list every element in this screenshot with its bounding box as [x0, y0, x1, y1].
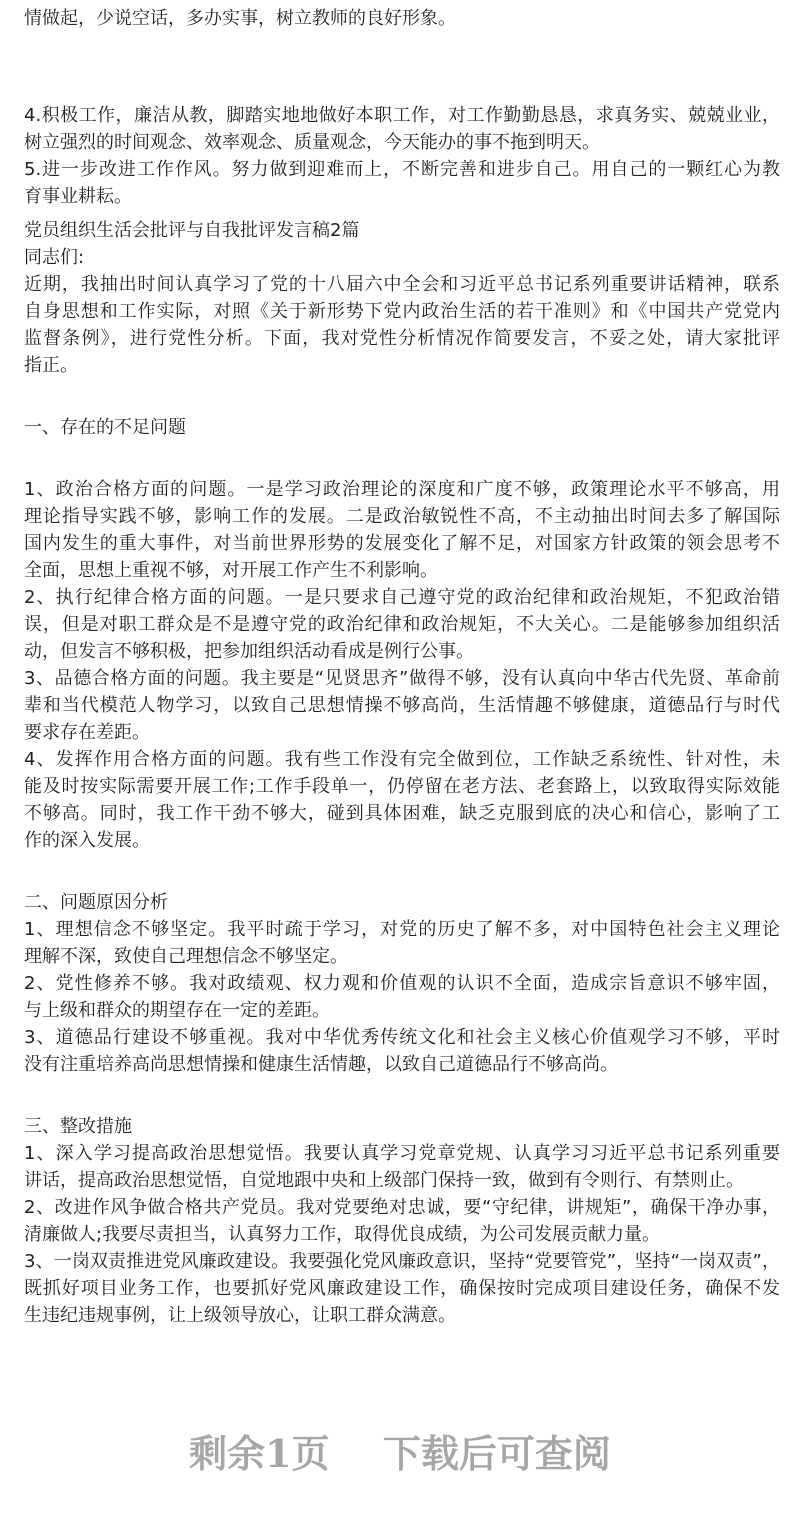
paragraph-line: 树立强烈的时间观念、效率观念、质量观念，今天能办的事不拖到明天。 — [24, 132, 600, 153]
paragraph-line: 5.进一步改进工作作风。努力做到迎难而上，不断完善和进步自己。用自己的一颗红心为教 — [24, 159, 780, 180]
paragraph-line: 3、道德品行建设不够重视。我对中华优秀传统文化和社会主义核心价值观学习不够，平时 — [24, 1027, 780, 1048]
paragraph-line: 误，但是对职工群众是不是遵守党的政治纪律和政治规矩，不大关心。二是能够参加组织活 — [24, 614, 780, 635]
paragraph-line: 既抓好项目业务工作，也要抓好党风廉政建设工作，确保按时完成项目建设任务，确保不发 — [24, 1278, 780, 1299]
paragraph-line: 2、改进作风争做合格共产党员。我对党要绝对忠诚，要“守纪律，讲规矩”，确保干净办事， — [24, 1197, 780, 1218]
paragraph-line: 育事业耕耘。 — [24, 186, 132, 207]
paragraph-line: 讲话，提高政治思想觉悟，自觉地跟中央和上级部门保持一致，做到有令则行、有禁则止。 — [24, 1170, 744, 1191]
section-heading: 一、存在的不足问题 — [24, 417, 186, 438]
paragraph-line: 4、发挥作用合格方面的问题。我有些工作没有完全做到位，工作缺乏系统性、针对性，未 — [24, 749, 780, 770]
paragraph-line: 1、理想信念不够坚定。我平时疏于学习，对党的历史了解不多，对中国特色社会主义理论 — [24, 919, 780, 940]
paragraph-line: 2、执行纪律合格方面的问题。一是只要求自己遵守党的政治纪律和政治规矩，不犯政治错 — [24, 587, 780, 608]
spacer — [24, 74, 780, 81]
paragraph-line: 不够高。同时，我工作干劲不够大，碰到具体困难，缺乏克服到底的决心和信心，影响了工 — [24, 803, 780, 824]
paragraph-line: 理解不深，致使自己理想信念不够坚定。 — [24, 946, 348, 967]
spacer — [24, 67, 780, 74]
paragraph-line: 能及时按实际需要开展工作;工作手段单一，仍停留在老方法、老套路上，以致取得实际效能 — [24, 776, 780, 797]
spacer — [24, 95, 780, 102]
spacer — [24, 854, 780, 889]
document-body — [24, 0, 780, 1329]
download-to-view-label[interactable]: 下载后可查阅 — [382, 1431, 611, 1476]
paragraph-line: 要求存在差距。 — [24, 722, 150, 743]
paragraph-line: 1、政治合格方面的问题。一是学习政治理论的深度和广度不够，政策理论水平不够高，用 — [24, 479, 780, 500]
spacer — [24, 88, 780, 95]
paragraph-line: 辈和当代模范人物学习，以致自己思想情操不够高尚，生活情趣不够健康，道德品行与时代 — [24, 695, 780, 716]
spacer — [24, 379, 780, 414]
paragraph-line: 与上级和群众的期望存在一定的差距。 — [24, 1000, 330, 1021]
section-title: 党员组织生活会批评与自我批评发言稿2篇 — [24, 220, 360, 241]
paragraph-line: 1、深入学习提高政治思想觉悟。我要认真学习党章党规、认真学习习近平总书记系列重要 — [24, 1143, 780, 1164]
paragraph-line: 3、一岗双责推进党风廉政建设。我要强化党风廉政意识，坚持“党要管党”，坚持“一岗双责”， — [24, 1251, 780, 1272]
paragraph-line: 理论指导实践不够，影响工作的发展。二是政治敏锐性不高，不主动抽出时间去多了解国际 — [24, 506, 780, 527]
remaining-pages-label: 剩余1页 — [189, 1431, 330, 1476]
paragraph-line: 自身思想和工作实际，对照《关于新形势下党内政治生活的若干准则》和《中国共产党党内 — [24, 301, 780, 322]
spacer — [24, 441, 780, 476]
spacer — [24, 210, 780, 217]
spacer — [24, 32, 780, 67]
paragraph-line: 情做起，少说空话，多办实事，树立教师的良好形象。 — [24, 8, 456, 29]
spacer — [24, 81, 780, 88]
paragraph-line: 作的深入发展。 — [24, 830, 150, 851]
paragraph-line: 2、党性修养不够。我对政绩观、权力观和价值观的认识不全面，造成宗旨意识不够牢固， — [24, 973, 780, 994]
paragraph-line: 监督条例》，进行党性分析。下面，我对党性分析情况作简要发言，不妥之处，请大家批评 — [24, 328, 780, 349]
spacer — [24, 1078, 780, 1113]
paragraph-line: 动，但发言不够积极，把参加组织活动看成是例行公事。 — [24, 641, 474, 662]
section-heading: 三、整改措施 — [24, 1116, 132, 1137]
section-heading: 二、问题原因分析 — [24, 892, 168, 913]
paragraph-line: 没有注重培养高尚思想情操和健康生活情趣，以致自己道德品行不够高尚。 — [24, 1054, 618, 1075]
paragraph-line: 生违纪违规事例，让上级领导放心，让职工群众满意。 — [24, 1305, 456, 1326]
paragraph-line: 近期，我抽出时间认真学习了党的十八届六中全会和习近平总书记系列重要讲话精神，联系 — [24, 274, 780, 295]
paragraph-line: 指正。 — [24, 355, 78, 376]
paragraph-line: 4.积极工作，廉洁从教，脚踏实地地做好本职工作，对工作勤勤恳恳，求真务实、兢兢业业， — [24, 105, 780, 126]
paragraph-line: 全面，思想上重视不够，对开展工作产生不利影响。 — [24, 560, 438, 581]
paragraph-line: 国内发生的重大事件，对当前世界形势的发展变化了解不足，对国家方针政策的领会思考不 — [24, 533, 780, 554]
greeting: 同志们: — [24, 247, 85, 268]
remaining-pages-banner[interactable] — [0, 1423, 800, 1478]
paragraph-line: 3、品德合格方面的问题。我主要是“见贤思齐”做得不够，没有认真向中华古代先贤、革命前 — [24, 668, 780, 689]
paragraph-line: 清廉做人;我要尽责担当，认真努力工作，取得优良成绩，为公司发展贡献力量。 — [24, 1224, 661, 1245]
